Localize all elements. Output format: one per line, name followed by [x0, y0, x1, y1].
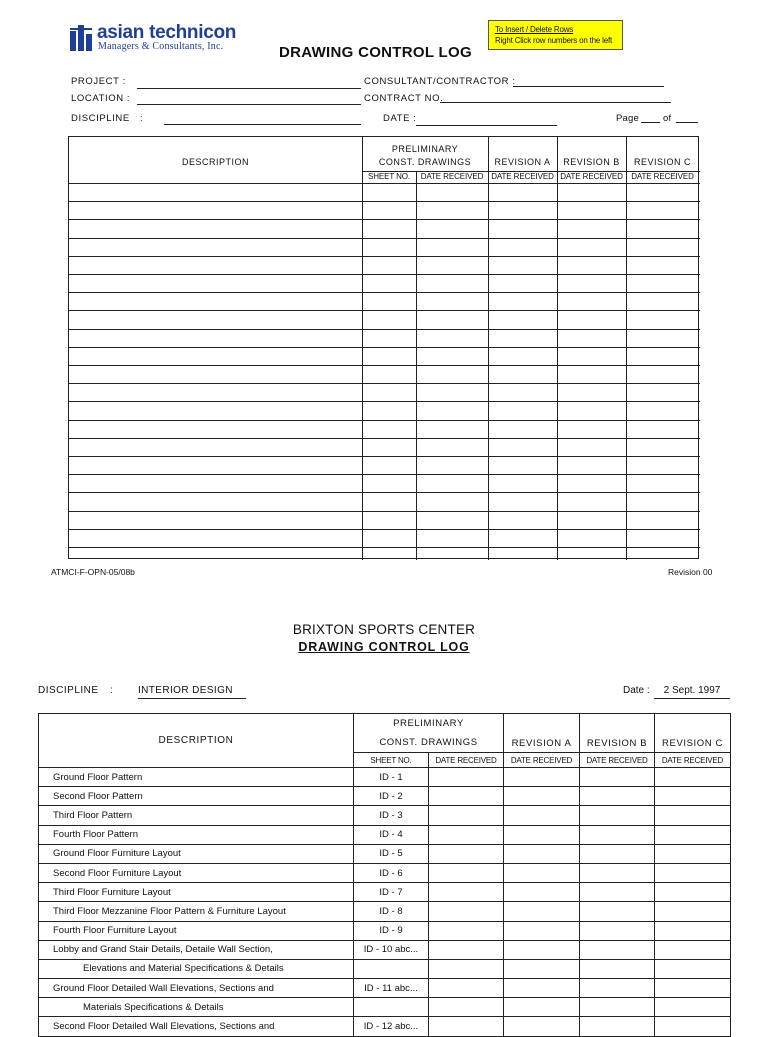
row-date-received-cell[interactable]	[429, 787, 504, 806]
row-sheet-no: ID - 5	[354, 844, 429, 863]
description-header: DESCRIPTION	[181, 157, 249, 167]
table-row	[39, 883, 731, 902]
row-sheet-no: ID - 12 abc...	[354, 1017, 429, 1036]
log-date-value[interactable]: 2 Sept. 1997	[654, 685, 730, 699]
log-discipline-value[interactable]: INTERIOR DESIGN	[138, 685, 246, 699]
row-description: Ground Floor Pattern	[39, 768, 354, 787]
row-date-received-cell[interactable]	[504, 863, 580, 882]
logo-mark-icon	[70, 22, 94, 52]
row-description: Materials Specifications & Details	[39, 998, 354, 1017]
revision-b-header: REVISION B	[563, 157, 620, 167]
grid-row-line	[69, 238, 700, 239]
row-date-received-cell[interactable]	[580, 806, 655, 825]
row-sheet-no	[354, 959, 429, 978]
preliminary-header-line-2: CONST. DRAWINGS	[378, 157, 472, 167]
row-date-received-cell[interactable]	[429, 979, 504, 998]
row-date-received-cell[interactable]	[580, 844, 655, 863]
row-description: Second Floor Furniture Layout	[39, 863, 354, 882]
row-date-received-cell[interactable]	[655, 921, 731, 940]
grid-row-line	[69, 201, 700, 202]
row-sheet-no: ID - 2	[354, 787, 429, 806]
consultant-label: CONSULTANT/CONTRACTOR :	[364, 76, 516, 87]
row-date-received-cell[interactable]	[504, 787, 580, 806]
form-revision: Revision 00	[668, 567, 713, 577]
row-date-received-cell[interactable]	[504, 959, 580, 978]
project-field[interactable]	[137, 88, 361, 89]
row-date-received-cell[interactable]	[504, 979, 580, 998]
logo-name: asian technicon	[97, 22, 237, 43]
contract-field[interactable]	[440, 102, 671, 103]
revision-c-header: REVISION C	[633, 157, 691, 167]
row-date-received-cell[interactable]	[655, 979, 731, 998]
row-date-received-cell[interactable]	[504, 806, 580, 825]
row-date-received-cell[interactable]	[580, 998, 655, 1017]
grid-row-line	[69, 256, 700, 257]
grid-row-line	[69, 292, 700, 293]
row-date-received-cell[interactable]	[429, 959, 504, 978]
discipline-colon: :	[140, 113, 144, 124]
row-date-received-cell[interactable]	[429, 1017, 504, 1036]
row-sheet-no: ID - 4	[354, 825, 429, 844]
row-date-received-cell[interactable]	[580, 825, 655, 844]
row-date-received-cell[interactable]	[580, 863, 655, 882]
row-sheet-no: ID - 11 abc...	[354, 979, 429, 998]
page-total-field[interactable]	[676, 122, 698, 123]
sheet-no-header: SHEET NO.	[367, 172, 411, 181]
table-row	[39, 825, 731, 844]
row-date-received-cell[interactable]	[655, 998, 731, 1017]
log-preliminary-line-2: CONST. DRAWINGS	[379, 737, 478, 748]
table-row	[39, 787, 731, 806]
row-date-received-cell[interactable]	[580, 979, 655, 998]
grid-row-line	[69, 456, 700, 457]
row-date-received-cell[interactable]	[580, 787, 655, 806]
row-date-received-cell[interactable]	[429, 998, 504, 1017]
row-date-received-cell[interactable]	[429, 921, 504, 940]
date-received-header: DATE RECEIVED	[420, 172, 484, 181]
grid-row-line	[69, 511, 700, 512]
note-line-1: To Insert / Delete Rows	[495, 25, 574, 34]
log-sheet-no-header: SHEET NO.	[354, 753, 429, 768]
company-logo	[70, 22, 270, 54]
log-discipline-label: DISCIPLINE	[38, 685, 99, 696]
logo-tagline: Managers & Consultants, Inc.	[98, 41, 224, 52]
table-row	[39, 863, 731, 882]
log-revision-c-header: REVISION C	[655, 714, 731, 753]
row-date-received-cell[interactable]	[504, 768, 580, 787]
row-date-received-cell[interactable]	[655, 787, 731, 806]
blank-log-grid	[68, 136, 699, 559]
consultant-field[interactable]	[513, 86, 664, 87]
row-sheet-no: ID - 8	[354, 902, 429, 921]
log-date-label: Date :	[623, 685, 650, 696]
form-code: ATMCI-F-OPN-05/08b	[51, 567, 135, 577]
log-preliminary-line-1: PRELIMINARY	[393, 718, 464, 729]
row-description: Third Floor Pattern	[39, 806, 354, 825]
row-date-received-cell[interactable]	[429, 768, 504, 787]
row-date-received-cell[interactable]	[429, 940, 504, 959]
row-date-received-cell[interactable]	[504, 921, 580, 940]
project-label: PROJECT :	[71, 76, 126, 87]
row-description: Second Floor Detailed Wall Elevations, Sections and	[39, 1017, 354, 1036]
row-date-received-cell[interactable]	[504, 844, 580, 863]
of-label: of	[663, 113, 672, 124]
grid-row-line	[69, 219, 700, 220]
row-date-received-cell[interactable]	[580, 902, 655, 921]
row-date-received-cell[interactable]	[580, 959, 655, 978]
log-revision-b-header: REVISION B	[580, 714, 655, 753]
row-date-received-cell[interactable]	[504, 902, 580, 921]
row-description: Ground Floor Detailed Wall Elevations, Sections and	[39, 979, 354, 998]
row-date-received-cell[interactable]	[429, 883, 504, 902]
log-title: DRAWING CONTROL LOG	[298, 640, 470, 654]
row-date-received-cell[interactable]	[655, 883, 731, 902]
date-received-header: DATE RECEIVED	[491, 172, 554, 181]
table-row	[39, 940, 731, 959]
grid-row-line	[69, 529, 700, 530]
instruction-note	[488, 20, 623, 50]
row-date-received-cell[interactable]	[580, 940, 655, 959]
revision-a-header: REVISION A	[494, 157, 551, 167]
location-label: LOCATION :	[71, 93, 131, 104]
grid-row-line	[69, 274, 700, 275]
grid-row-line	[69, 438, 700, 439]
row-sheet-no: ID - 7	[354, 883, 429, 902]
date-label: DATE :	[383, 113, 417, 124]
discipline-label: DISCIPLINE	[71, 113, 130, 124]
table-row	[39, 979, 731, 998]
row-sheet-no: ID - 3	[354, 806, 429, 825]
grid-row-line	[69, 183, 700, 184]
discipline-field[interactable]	[164, 124, 361, 125]
row-date-received-cell[interactable]	[504, 825, 580, 844]
row-date-received-cell[interactable]	[504, 883, 580, 902]
row-description: Fourth Floor Furniture Layout	[39, 921, 354, 940]
row-description: Elevations and Material Specifications & Details	[39, 959, 354, 978]
row-date-received-cell[interactable]	[580, 883, 655, 902]
row-description: Fourth Floor Pattern	[39, 825, 354, 844]
log-discipline-colon: :	[110, 685, 113, 696]
row-description: Lobby and Grand Stair Details, Detaile Wall Section,	[39, 940, 354, 959]
row-date-received-cell[interactable]	[655, 825, 731, 844]
grid-row-line	[69, 365, 700, 366]
contract-label: CONTRACT NO.	[364, 93, 444, 104]
log-preliminary-header	[354, 714, 504, 753]
row-description: Second Floor Pattern	[39, 787, 354, 806]
note-line-2: Right Click row numbers on the left	[495, 36, 613, 45]
table-row	[39, 844, 731, 863]
row-date-received-cell[interactable]	[580, 921, 655, 940]
row-date-received-cell[interactable]	[504, 998, 580, 1017]
grid-row-line	[69, 401, 700, 402]
row-sheet-no	[354, 998, 429, 1017]
table-row	[39, 806, 731, 825]
grid-row-line	[69, 383, 700, 384]
grid-subheader-line	[362, 171, 700, 172]
table-row	[39, 959, 731, 978]
row-date-received-cell[interactable]	[655, 1017, 731, 1036]
date-field[interactable]	[416, 125, 557, 126]
grid-row-line	[69, 329, 700, 330]
date-received-header: DATE RECEIVED	[560, 172, 623, 181]
page-number-field[interactable]	[641, 122, 660, 123]
row-date-received-cell[interactable]	[655, 806, 731, 825]
location-field[interactable]	[137, 104, 361, 105]
log-date-received-header: DATE RECEIVED	[504, 753, 580, 768]
grid-row-line	[69, 310, 700, 311]
date-received-header: DATE RECEIVED	[631, 172, 694, 181]
row-description: Third Floor Mezzanine Floor Pattern & Furniture Layout	[39, 902, 354, 921]
row-sheet-no: ID - 1	[354, 768, 429, 787]
grid-row-line	[69, 474, 700, 475]
log-date-received-header: DATE RECEIVED	[655, 753, 731, 768]
row-date-received-cell[interactable]	[655, 940, 731, 959]
grid-row-line	[69, 420, 700, 421]
row-date-received-cell[interactable]	[655, 959, 731, 978]
row-date-received-cell[interactable]	[655, 902, 731, 921]
page-label: Page	[616, 113, 639, 124]
row-date-received-cell[interactable]	[429, 902, 504, 921]
project-name: BRIXTON SPORTS CENTER	[292, 622, 476, 637]
drawing-log-table	[38, 713, 731, 1037]
log-description-header: DESCRIPTION	[39, 714, 354, 768]
row-description: Ground Floor Furniture Layout	[39, 844, 354, 863]
row-sheet-no: ID - 10 abc...	[354, 940, 429, 959]
table-row	[39, 921, 731, 940]
log-date-received-header: DATE RECEIVED	[580, 753, 655, 768]
row-date-received-cell[interactable]	[429, 844, 504, 863]
grid-row-line	[69, 547, 700, 548]
table-row	[39, 902, 731, 921]
log-date-received-header: DATE RECEIVED	[429, 753, 504, 768]
row-date-received-cell[interactable]	[655, 844, 731, 863]
row-date-received-cell[interactable]	[655, 863, 731, 882]
row-sheet-no: ID - 9	[354, 921, 429, 940]
row-date-received-cell[interactable]	[580, 1017, 655, 1036]
preliminary-header-line-1: PRELIMINARY	[391, 144, 459, 154]
table-row	[39, 1017, 731, 1036]
row-date-received-cell[interactable]	[429, 863, 504, 882]
form-title: DRAWING CONTROL LOG	[279, 44, 472, 61]
grid-row-line	[69, 492, 700, 493]
table-row	[39, 998, 731, 1017]
row-date-received-cell[interactable]	[429, 806, 504, 825]
row-date-received-cell[interactable]	[504, 1017, 580, 1036]
row-date-received-cell[interactable]	[580, 768, 655, 787]
grid-row-line	[69, 347, 700, 348]
row-date-received-cell[interactable]	[504, 940, 580, 959]
row-date-received-cell[interactable]	[429, 825, 504, 844]
log-revision-a-header: REVISION A	[504, 714, 580, 753]
row-description: Third Floor Furniture Layout	[39, 883, 354, 902]
table-row	[39, 768, 731, 787]
row-sheet-no: ID - 6	[354, 863, 429, 882]
row-date-received-cell[interactable]	[655, 768, 731, 787]
